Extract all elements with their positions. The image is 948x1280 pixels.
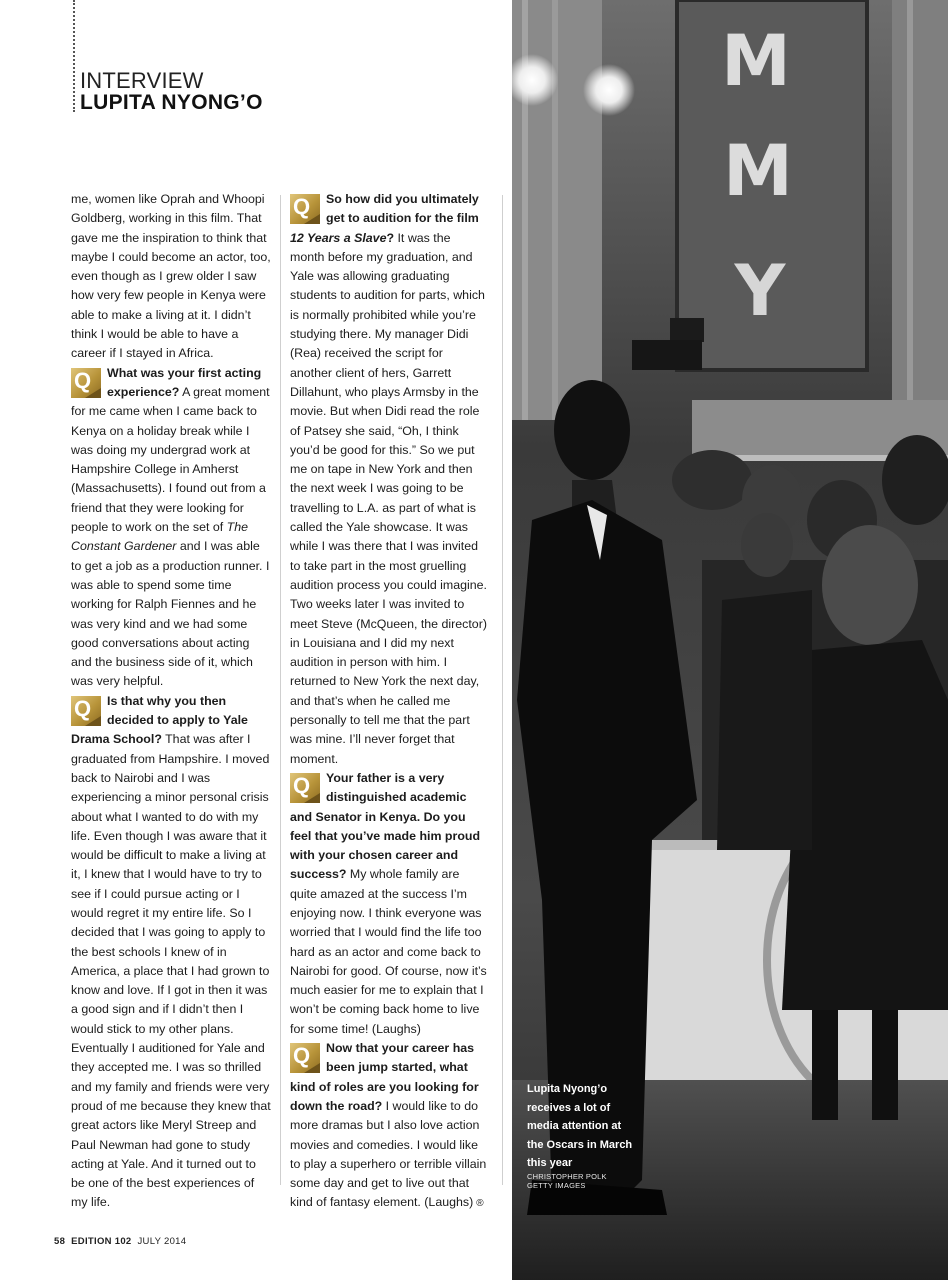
- question-text: Now that your career has been jump started, what kind of roles are you looking for down the road?: [290, 1041, 479, 1113]
- end-mark-icon: ®: [476, 1198, 484, 1210]
- page-number: 58: [54, 1236, 66, 1247]
- edition-label: EDITION 102: [71, 1236, 132, 1247]
- banner-letter: Y: [734, 250, 786, 332]
- qa-block: [71, 364, 271, 692]
- qa-block: [71, 692, 271, 1213]
- qa-block: [290, 190, 488, 769]
- film-title: 12 Years a Slave: [290, 230, 387, 245]
- page-footer: [54, 1236, 186, 1247]
- question-text: Your father is a very distinguished academic and Senator in Kenya. Do you feel that you’ve made him proud with your chosen career and success?: [290, 770, 481, 882]
- answer-text: A great moment for me came when I came back to Kenya on a holiday break while I was doing my undergrad work at Hampshire College in Amherst (Massachusetts). I found out from a friend that they were looking for people to work on the set of: [71, 384, 270, 535]
- issue-date: JULY 2014: [137, 1236, 187, 1247]
- answer-text: My whole family are quite amazed at the success I’m enjoying now. I think everyone was worried that I would find the life too hard as an actor and come back to Nairobi for good. Of course, now it’s much easier for me to explain that I won’t be coming back home to live for some time! (Laughs): [290, 867, 487, 1036]
- film-title: The Constant Gardener: [71, 520, 249, 554]
- article-column-2: [290, 190, 488, 1214]
- answer-text: It was the month before my graduation, and Yale was allowing graduating students to audition for parts, which is normally prohibited while you’re studying there. My manager Didi (Rea) received the script for another client of hers, Garrett Dillahunt, who plays Armsby in the movie. But when Didi read the role of Patsey she said, “Oh, I think you’d be good for this.” So we put me on tape in New York and then the next week I was going to be travelling to L.A. as part of what is called the Yale showcase. It was while I was there that I was invited to take part in the most gruelling audition process you could imagine. Two weeks later I was invited to meet Steve (McQueen, the director) in Louisiana and I did my next audition in person with him. I returned to New York the next day, and that’s when he called me personally to tell me that the part was mine. I’ll never forget that moment.: [290, 230, 487, 766]
- photo-credit: CHRISTOPHER POLK GETTY IMAGES: [527, 1172, 607, 1190]
- banner-letter: M: [721, 20, 791, 102]
- column-divider: [502, 195, 503, 1185]
- question-text: Is that why you then decided to apply to Yale Drama School?: [71, 693, 248, 747]
- column-divider: [280, 195, 281, 1185]
- answer-text: I would like to do more dramas but I also love action movies and comedies. I would like to play a superhero or terrible villain some day and get to live out that kind of fantasy element. (Laughs): [290, 1098, 487, 1210]
- answer-text: me, women like Oprah and Whoopi Goldberg, working in this film. That gave me the inspiration to think that maybe I could become an actor, too, even though as I grew older I saw how very few people in Kenya were able to make a living at it. I didn’t think I would be able to have a career if I stayed in Africa.: [71, 192, 271, 361]
- question-badge-icon: Q: [290, 194, 320, 224]
- question-badge-icon: Q: [71, 696, 101, 726]
- question-badge-icon: Q: [71, 368, 101, 398]
- section-kicker: INTERVIEW: [80, 68, 204, 93]
- dotted-rule: [73, 0, 75, 112]
- question-badge-icon: Q: [290, 1043, 320, 1073]
- page-title: LUPITA NYONG’O: [80, 91, 263, 114]
- qa-block: [290, 769, 488, 1039]
- qa-block: [290, 1039, 488, 1214]
- answer-text: That was after I graduated from Hampshire. I moved back to Nairobi and I was experiencing a minor personal crisis about what I wanted to do with my life. Even though I was aware that it would be difficult to make a living at it, I knew that I would have to try to see if I could pursue acting or I would regret it my entire life. So I decided that I was going to apply to the best schools I knew of in America, a place that I had grown to know and love. If I got in then it was a good sign and if I didn’t then I would stick to my other plans. Eventually I auditioned for Yale and they accepted me. I was so thrilled and my family and friends were very proud of me because they knew that great actors like Meryl Streep and Paul Newman had gone to study acting at Yale. And it turned out to be one of the best experiences of my life.: [71, 732, 271, 1210]
- answer-text: and I was able to get a job as a production runner. I was able to spend some time working for Ralph Fiennes and he was very kind and we had some good conversations about acting and the business side of it, which was very helpful.: [71, 539, 270, 689]
- article-column-1: [71, 190, 271, 1213]
- photo-caption: Lupita Nyong’o receives a lot of media attention at the Oscars in March this year: [527, 1083, 633, 1169]
- banner-letter: M: [723, 130, 793, 212]
- question-text: So how did you ultimately get to audition for the film 12 Years a Slave?: [290, 192, 479, 245]
- question-badge-icon: Q: [290, 773, 320, 803]
- question-text: What was your first acting experience?: [107, 365, 262, 399]
